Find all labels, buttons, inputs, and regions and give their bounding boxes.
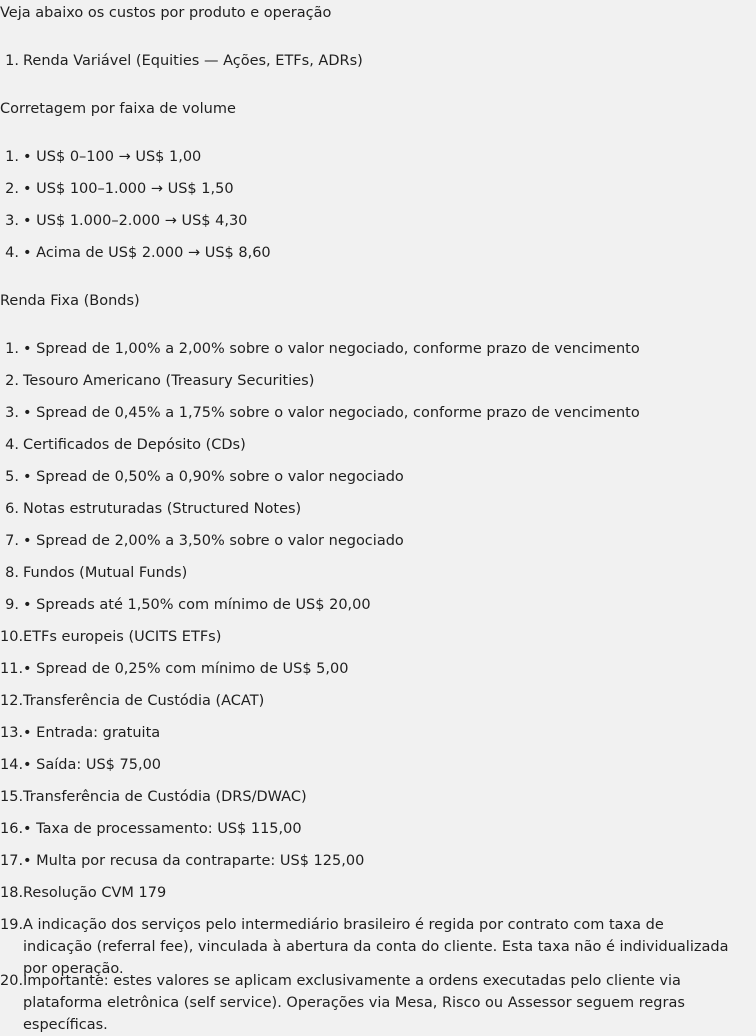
list-item-text: Importante: estes valores se aplicam exclusivamente a ordens executadas pelo cliente via plataforma eletrônica (self service). Operações via Mesa, Risco ou Assessor seguem regras específicas. <box>23 973 685 1033</box>
list-item-text: • Spread de 0,45% a 1,75% sobre o valor negociado, conforme prazo de vencimento <box>23 405 640 421</box>
list-item-number: 14. <box>0 757 24 773</box>
intro-text: Veja abaixo os custos por produto e operação <box>0 5 332 21</box>
list-item-number: 2. <box>5 373 19 389</box>
list-item-text: • Acima de US$ 2.000 → US$ 8,60 <box>23 245 271 261</box>
list-item-text: Transferência de Custódia (ACAT) <box>23 693 265 709</box>
list-item-number: 3. <box>5 405 19 421</box>
list-item-text: Notas estruturadas (Structured Notes) <box>23 501 302 517</box>
list-item-number: 12. <box>0 693 24 709</box>
list-item-number: 11. <box>0 661 24 677</box>
list-item-text: Tesouro Americano (Treasury Securities) <box>23 373 315 389</box>
list-item-number: 17. <box>0 853 24 869</box>
list-item-text: Transferência de Custódia (DRS/DWAC) <box>23 789 307 805</box>
list-item-text: Renda Variável (Equities — Ações, ETFs, ADRs) <box>23 53 363 69</box>
list-item-text: • Spread de 1,00% a 2,00% sobre o valor negociado, conforme prazo de vencimento <box>23 341 640 357</box>
list-item-text: • Spread de 2,00% a 3,50% sobre o valor negociado <box>23 533 404 549</box>
list-item-number: 5. <box>5 469 19 485</box>
list-item-number: 13. <box>0 725 24 741</box>
list-item-text: • Spread de 0,50% a 0,90% sobre o valor negociado <box>23 469 404 485</box>
list-item-number: 4. <box>5 245 19 261</box>
list-item-text: • Spread de 0,25% com mínimo de US$ 5,00 <box>23 661 349 677</box>
list-item-text: • US$ 1.000–2.000 → US$ 4,30 <box>23 213 248 229</box>
list-item-text: • Entrada: gratuita <box>23 725 161 741</box>
list-item-number: 1. <box>5 149 19 165</box>
list-item-text: • Taxa de processamento: US$ 115,00 <box>23 821 302 837</box>
list-item-text: • US$ 100–1.000 → US$ 1,50 <box>23 181 234 197</box>
list-item-text: Certificados de Depósito (CDs) <box>23 437 246 453</box>
section-heading-renda-fixa: Renda Fixa (Bonds) <box>0 293 140 309</box>
list-item-number: 18. <box>0 885 24 901</box>
list-item-number: 10. <box>0 629 24 645</box>
section-heading-corretagem: Corretagem por faixa de volume <box>0 101 236 117</box>
list-item-text: • Spreads até 1,50% com mínimo de US$ 20,00 <box>23 597 371 613</box>
list-item-number: 6. <box>5 501 19 517</box>
list-item-text: A indicação dos serviços pelo intermediário brasileiro é regida por contrato com taxa de indicação (referral fee), vinculada à abertura da conta do cliente. Esta taxa não é individualizada por operação. <box>23 917 729 977</box>
list-item-text: Resolução CVM 179 <box>23 885 167 901</box>
list-item-number: 7. <box>5 533 19 549</box>
list-item-text: • US$ 0–100 → US$ 1,00 <box>23 149 202 165</box>
list-item-number: 1. <box>5 341 19 357</box>
list-item-number: 1. <box>5 53 19 69</box>
list-item-number: 9. <box>5 597 19 613</box>
list-item-number: 4. <box>5 437 19 453</box>
list-item-text: Fundos (Mutual Funds) <box>23 565 188 581</box>
list-item-number: 15. <box>0 789 24 805</box>
list-item-number: 20. <box>0 973 24 989</box>
list-item-number: 2. <box>5 181 19 197</box>
list-item-text: • Saída: US$ 75,00 <box>23 757 162 773</box>
list-item-number: 8. <box>5 565 19 581</box>
list-item-number: 3. <box>5 213 19 229</box>
list-item-number: 19. <box>0 917 24 933</box>
list-item-text: ETFs europeis (UCITS ETFs) <box>23 629 222 645</box>
list-item-number: 16. <box>0 821 24 837</box>
list-item-text: • Multa por recusa da contraparte: US$ 125,00 <box>23 853 365 869</box>
